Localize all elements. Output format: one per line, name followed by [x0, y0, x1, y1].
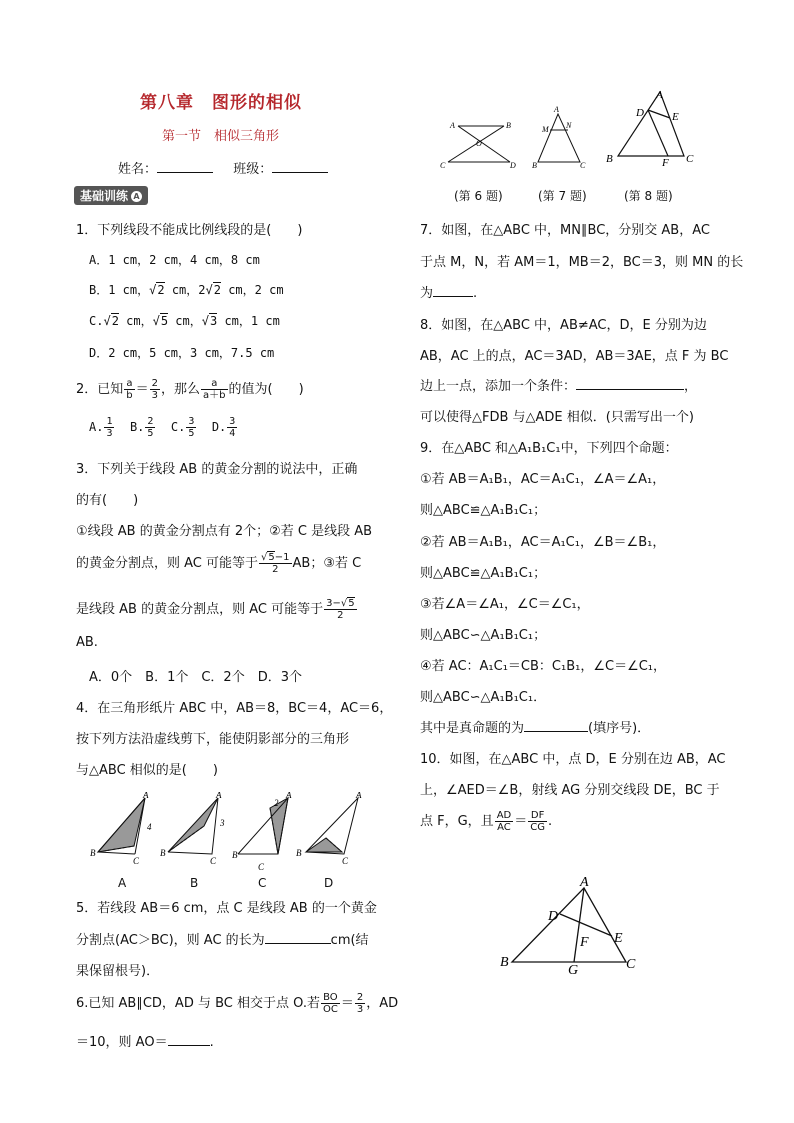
q3-line5: 是线段 AB 的黄金分割点，则 AC 可能等于 $\frac{3-√5}{2}$	[76, 598, 355, 621]
q9-answer-blank[interactable]	[524, 719, 588, 732]
q5-answer-blank[interactable]	[265, 931, 331, 944]
q6-line2: ＝10，则 AO＝ .	[76, 1035, 214, 1050]
q1-option-a: A．1 cm，2 cm，4 cm，8 cm	[89, 253, 260, 267]
q9-line9: 则△ABC∽△A₁B₁C₁．	[420, 690, 547, 705]
q3-frac-2: $\frac{3-√5}{2}$	[326, 598, 355, 621]
q4d-label-a: A	[356, 792, 362, 800]
q9-line3: 则△ABC≌△A₁B₁C₁；	[420, 503, 547, 518]
fig6-label-a: A	[450, 121, 455, 130]
q9-line6: ③若∠A＝∠A₁，∠C＝∠C₁，	[420, 597, 590, 612]
fig10-label-f: F	[580, 935, 589, 950]
chapter-title: 第八章 图形的相似	[140, 93, 302, 113]
q2-stem: 2．已知 $\frac{a}{b}$ ＝ $\frac{2}{3}$ ，那么 $\frac{a}{a+b}$ 的值为( )	[76, 378, 304, 401]
fig8-label-f: F	[662, 157, 669, 169]
q3-line2: 的有( )	[76, 493, 139, 508]
q3-line1: 3．下列关于线段 AB 的黄金分割的说法中，正确	[76, 462, 358, 477]
q5-line3: 果保留根号)．	[76, 964, 160, 979]
section-title: 第一节 相似三角形	[162, 129, 280, 144]
fig7-label-b: B	[532, 161, 537, 170]
class-label: 班级：	[233, 162, 273, 177]
fig8-label-e: E	[672, 111, 679, 123]
q6-answer-blank[interactable]	[168, 1033, 210, 1046]
q4c-label-2: 2	[274, 798, 279, 808]
fig7-label-n: N	[566, 121, 572, 130]
q4-figures	[88, 792, 368, 876]
fig10-label-g: G	[568, 963, 579, 976]
q9-line4: ②若 AB＝A₁B₁，AC＝A₁C₁，∠B＝∠B₁，	[420, 535, 666, 550]
q2-option-d: D. $\frac{3}{4}$	[211, 416, 236, 439]
fig10-label-d: D	[548, 909, 559, 924]
q7-answer-blank[interactable]	[433, 284, 473, 297]
q4-caption-c: C	[258, 876, 267, 890]
q3-line3: ①线段 AB 的黄金分割点有 2个；②若 C 是线段 AB	[76, 524, 373, 539]
q4a-label-c: C	[133, 856, 140, 866]
q4-figure-c	[232, 792, 292, 872]
q4a-label-b: B	[90, 848, 96, 858]
q2-option-b: B. $\frac{2}{5}$	[129, 416, 154, 439]
q7-line2: 于点 M，N，若 AM＝1，MB＝2，BC＝3，则 MN 的长	[420, 255, 744, 270]
q10-line3: 点 F，G，且 $\frac{AD}{AC}$ ＝ $\frac{DF}{CG}$ .	[420, 810, 553, 833]
q2-option-c: C. $\frac{3}{5}$	[170, 416, 195, 439]
q9-line5: 则△ABC≌△A₁B₁C₁；	[420, 566, 547, 581]
q1-option-d: D．2 cm，5 cm，3 cm，7.5 cm	[89, 346, 275, 360]
q4c-label-a: A	[286, 792, 292, 800]
q9-line2: ①若 AB＝A₁B₁，AC＝A₁C₁，∠A＝∠A₁，	[420, 472, 666, 487]
q6-frac-23: $\frac{2}{3}$	[356, 992, 364, 1015]
q8-line4: 可以使得△FDB 与△ADE 相似．(只需写出一个)	[420, 410, 694, 425]
fig7-label-c: C	[580, 161, 586, 170]
fig8-label-a: A	[656, 89, 663, 101]
q3-line4: 的黄金分割点，则 AC 可能等于 $\frac{√5-1}{2}$ AB；③若 C	[76, 552, 362, 575]
q8-line2: AB，AC 上的点，AC＝3AD，AB＝3AE，点 F 为 BC	[420, 349, 729, 364]
q4-figure-d	[296, 792, 362, 866]
fig6-label-b: B	[506, 121, 511, 130]
q2-frac-23: $\frac{2}{3}$	[151, 378, 159, 401]
q4-line1: 4．在三角形纸片 ABC 中，AB＝8，BC＝4，AC＝6，	[76, 701, 393, 716]
fig6-label-d: D	[510, 161, 516, 170]
q3-frac-1: $\frac{√5-1}{2}$	[261, 552, 290, 575]
q9-line8: ④若 AC：A₁C₁＝CB：C₁B₁，∠C＝∠C₁，	[420, 659, 667, 674]
fig10	[494, 876, 644, 976]
q10-frac-ad-ac: $\frac{AD}{AC}$	[496, 810, 512, 833]
fig8	[606, 89, 694, 169]
q9-line7: 则△ABC∽△A₁B₁C₁；	[420, 628, 547, 643]
q10-line2: 上，∠AED＝∠B，射线 AG 分别交线段 DE，BC 于	[420, 783, 720, 798]
q8-line1: 8．如图，在△ABC 中，AB≠AC，D，E 分别为边	[420, 318, 707, 333]
fig8-label-c: C	[686, 153, 694, 165]
q8-line3: 边上一点，添加一个条件： ，	[420, 379, 698, 394]
q4b-label-c: C	[210, 856, 217, 866]
fig8-label-b: B	[606, 153, 613, 165]
q7-line1: 7．如图，在△ABC 中，MN∥BC，分别交 AB，AC	[420, 223, 710, 238]
q9-line1: 9．在△ABC 和△A₁B₁C₁中，下列四个命题：	[420, 441, 678, 456]
badge-number: A	[131, 191, 142, 202]
name-class-row	[118, 158, 328, 177]
q4-figure-b	[160, 792, 225, 866]
section-badge	[74, 186, 148, 205]
fig6-caption: (第 6 题)	[454, 189, 503, 203]
fig6-label-o: O	[476, 139, 482, 148]
name-field[interactable]	[157, 160, 213, 173]
q4d-label-b: B	[296, 848, 302, 858]
q3-line6: AB.	[76, 635, 98, 650]
q4d-label-c: C	[342, 856, 349, 866]
q10-frac-df-cg: $\frac{DF}{CG}$	[530, 810, 545, 833]
fig10-label-b: B	[500, 955, 509, 970]
class-field[interactable]	[272, 160, 328, 173]
fig7-label-a: A	[554, 105, 559, 114]
q6-frac-bo-oc: $\frac{BO}{OC}$	[322, 992, 338, 1015]
q4b-label-b: B	[160, 848, 166, 858]
q2-frac-ab: $\frac{a}{b}$	[126, 378, 133, 401]
fig10-label-a: A	[580, 876, 589, 890]
fig7-label-m: M	[542, 125, 549, 134]
fig8-label-d: D	[636, 107, 644, 119]
q4-line3: 与△ABC 相似的是( )	[76, 763, 218, 778]
q4a-label-a: A	[143, 792, 149, 800]
q4-caption-d: D	[324, 876, 334, 890]
name-label: 姓名：	[118, 162, 158, 177]
fig7	[532, 105, 586, 170]
q1-option-b: B．1 cm，√2 cm，2√2 cm，2 cm	[89, 283, 284, 297]
fig10-label-c: C	[626, 957, 636, 972]
q4b-label-3: 3	[220, 818, 225, 828]
fig10-label-e: E	[614, 931, 623, 946]
q4-figure-a	[90, 792, 152, 866]
q5-line2: 分割点(AC＞BC)，则 AC 的长为 cm(结	[76, 933, 369, 948]
fig8-caption: (第 8 题)	[624, 189, 673, 203]
q1-option-c: C.√2 cm，√5 cm，√3 cm，1 cm	[89, 314, 280, 328]
q4-caption-b: B	[190, 876, 199, 890]
q10-line1: 10．如图，在△ABC 中，点 D，E 分别在边 AB，AC	[420, 752, 726, 767]
q3-options: A．0个 B．1个 C．2个 D．3个	[89, 670, 302, 685]
fig6-label-c: C	[440, 161, 446, 170]
q6-line1: 6.已知 AB∥CD，AD 与 BC 相交于点 O.若 $\frac{BO}{OC}$ ＝ $\frac{2}{3}$ ，AD	[76, 992, 399, 1015]
q7-line3: 为 .	[420, 286, 478, 301]
q4c-label-c: C	[258, 862, 265, 872]
top-figures	[440, 88, 710, 176]
q2-frac-target: $\frac{a}{a+b}$	[203, 378, 226, 401]
q9-line10: 其中是真命题的为 (填序号)．	[420, 721, 651, 736]
fig7-caption: (第 7 题)	[538, 189, 587, 203]
fig6	[440, 121, 516, 170]
q8-answer-blank[interactable]	[576, 377, 684, 390]
q1-stem: 1．下列线段不能成比例线段的是( )	[76, 223, 303, 238]
q2-options	[89, 416, 238, 439]
q4-line2: 按下列方法沿虚线剪下，能使阴影部分的三角形	[76, 732, 350, 747]
q4-caption-a: A	[118, 876, 127, 890]
q5-line1: 5．若线段 AB＝6 cm，点 C 是线段 AB 的一个黄金	[76, 901, 377, 916]
badge-label: 基础训练	[80, 189, 129, 203]
q4c-label-b: B	[232, 850, 238, 860]
q4b-label-a: A	[216, 792, 222, 800]
q4a-label-4: 4	[147, 822, 152, 832]
q2-option-a: A. $\frac{1}{3}$	[89, 416, 113, 439]
